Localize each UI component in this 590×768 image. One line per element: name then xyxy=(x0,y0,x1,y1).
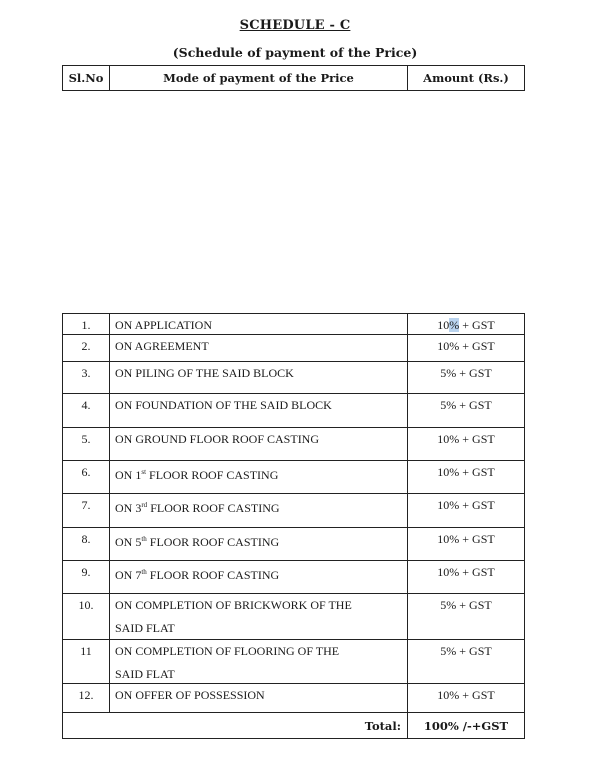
table-row xyxy=(63,494,525,528)
table-row xyxy=(63,428,525,461)
row-sl: 11 xyxy=(63,640,110,684)
mode-line: ON COMPLETION OF BRICKWORK OF THE xyxy=(115,598,352,612)
mode-line: SAID FLAT xyxy=(115,667,175,681)
row-sl: 8. xyxy=(63,528,110,561)
row-amount: 10% + GST xyxy=(408,561,525,594)
schedule-subtitle: (Schedule of payment of the Price) xyxy=(172,45,418,60)
row-mode xyxy=(110,528,408,561)
header-table xyxy=(62,65,525,91)
row-mode: ON GROUND FLOOR ROOF CASTING xyxy=(110,428,408,461)
table-row xyxy=(63,594,525,640)
amount-value: 10 xyxy=(437,318,450,332)
mode-text: FLOOR ROOF CASTING xyxy=(146,568,280,582)
row-amount: 5% + GST xyxy=(408,640,525,684)
table-row xyxy=(63,640,525,684)
ordinal-suffix: th xyxy=(141,535,147,543)
mode-text: FLOOR ROOF CASTING xyxy=(147,501,280,515)
table-row xyxy=(63,335,525,362)
row-mode xyxy=(110,494,408,528)
mode-text: FLOOR ROOF CASTING xyxy=(146,468,279,482)
row-mode: ON FOUNDATION OF THE SAID BLOCK xyxy=(110,394,408,428)
mode-line: ON COMPLETION OF FLOORING OF THE xyxy=(115,644,340,658)
highlighted-text: % xyxy=(449,318,460,332)
row-sl: 6. xyxy=(63,461,110,494)
row-amount: 5% + GST xyxy=(408,394,525,428)
table-row xyxy=(63,528,525,561)
header-mode: Mode of payment of the Price xyxy=(110,66,408,91)
row-amount: 10% + GST xyxy=(408,528,525,561)
total-label: Total: xyxy=(63,713,408,739)
row-sl: 4. xyxy=(63,394,110,428)
row-sl: 10. xyxy=(63,594,110,640)
table-row xyxy=(63,684,525,713)
schedule-title: SCHEDULE - C xyxy=(239,18,351,33)
table-row xyxy=(63,561,525,594)
total-value: 100% /-+GST xyxy=(408,713,525,739)
row-amount xyxy=(408,314,525,335)
row-mode: ON PILING OF THE SAID BLOCK xyxy=(110,362,408,394)
amount-suffix: + GST xyxy=(459,318,495,332)
row-amount: 10% + GST xyxy=(408,494,525,528)
table-row xyxy=(63,314,525,335)
ordinal-suffix: st xyxy=(141,468,147,476)
row-sl: 1. xyxy=(63,314,110,335)
row-mode: ON OFFER OF POSSESSION xyxy=(110,684,408,713)
row-mode xyxy=(110,461,408,494)
header-amount: Amount (Rs.) xyxy=(408,66,525,91)
row-sl: 2. xyxy=(63,335,110,362)
row-sl: 3. xyxy=(63,362,110,394)
row-mode xyxy=(110,640,408,684)
row-mode xyxy=(110,561,408,594)
mode-text: ON 5 xyxy=(115,535,142,549)
row-mode xyxy=(110,594,408,640)
header-row xyxy=(63,66,525,91)
header-sl-no: Sl.No xyxy=(63,66,110,91)
mode-text: ON 1 xyxy=(115,468,142,482)
row-sl: 9. xyxy=(63,561,110,594)
row-sl: 5. xyxy=(63,428,110,461)
row-amount: 10% + GST xyxy=(408,684,525,713)
ordinal-suffix: th xyxy=(141,568,147,576)
mode-text: ON 3 xyxy=(115,501,142,515)
row-amount: 10% + GST xyxy=(408,335,525,362)
total-row xyxy=(63,713,525,739)
mode-text: ON 7 xyxy=(115,568,142,582)
row-amount: 5% + GST xyxy=(408,362,525,394)
row-amount: 5% + GST xyxy=(408,594,525,640)
row-sl: 12. xyxy=(63,684,110,713)
row-mode: ON AGREEMENT xyxy=(110,335,408,362)
table-row xyxy=(63,362,525,394)
mode-line: SAID FLAT xyxy=(115,621,175,635)
row-mode: ON APPLICATION xyxy=(110,314,408,335)
ordinal-suffix: rd xyxy=(141,501,148,509)
row-amount: 10% + GST xyxy=(408,461,525,494)
table-row xyxy=(63,394,525,428)
table-row xyxy=(63,461,525,494)
mode-text: FLOOR ROOF CASTING xyxy=(146,535,280,549)
payment-table xyxy=(62,313,525,739)
row-amount: 10% + GST xyxy=(408,428,525,461)
row-sl: 7. xyxy=(63,494,110,528)
